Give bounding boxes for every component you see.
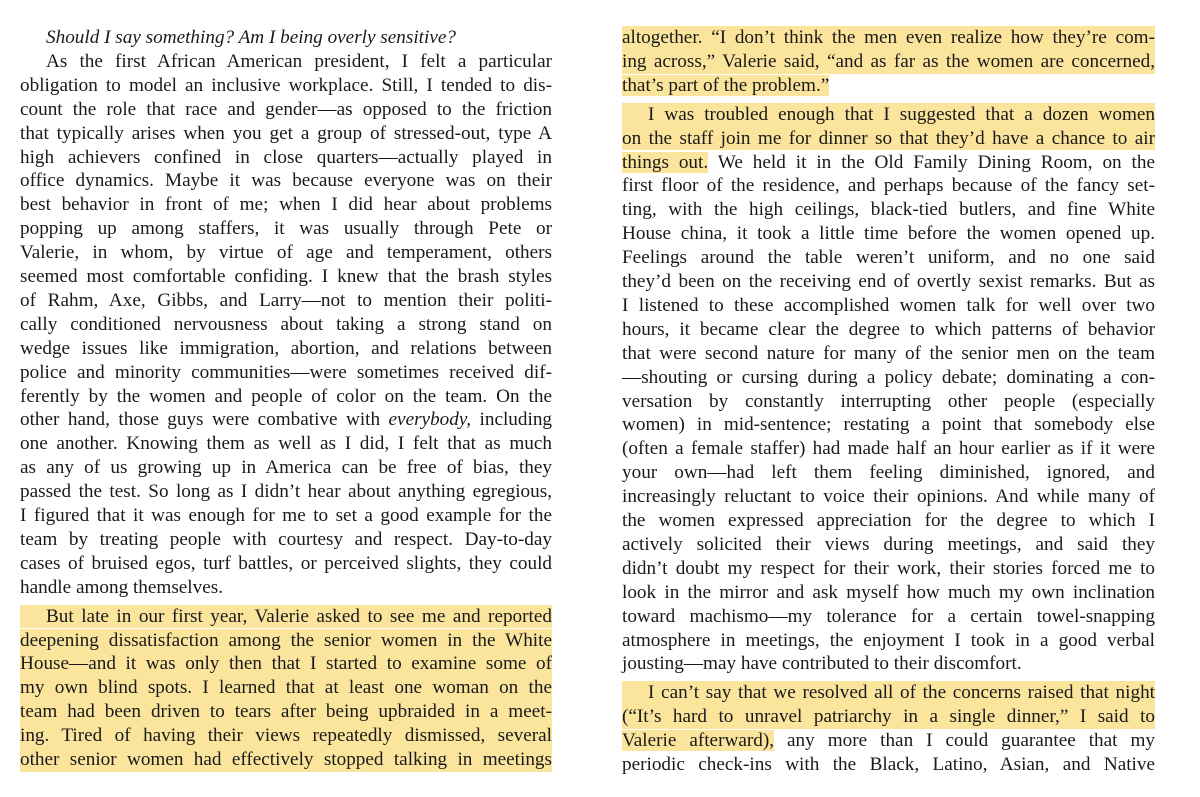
line-text: periodic check-ins with the Black, Latino, Asian, and Native xyxy=(622,754,1155,775)
text-line xyxy=(622,222,1155,246)
line-text: team by treating people with courtesy and respect. Day-to-day xyxy=(20,528,552,550)
line-text: toward machismo—my tolerance for a certain towel-snapping xyxy=(622,605,1155,627)
line-text: atmosphere in meetings, the enjoyment I took in a good verbal xyxy=(622,629,1155,651)
text-line xyxy=(622,390,1155,414)
text-line xyxy=(20,652,552,676)
text-line xyxy=(622,533,1155,557)
highlighted-text: ing. Tired of having their views repeatedly dismissed, several xyxy=(20,725,552,747)
text-line xyxy=(622,294,1155,318)
line-text: your own—had left them feeling diminished, ignored, and xyxy=(622,462,1155,484)
text-line xyxy=(622,581,1155,605)
highlighted-text: ing across,” Valerie said, “and as far as the women are concerned, xyxy=(622,50,1155,72)
text-line xyxy=(622,366,1155,390)
line-text: office dynamics. Maybe it was because everyone was on their xyxy=(20,170,552,192)
line-text: Feelings around the table weren’t uniform, and no one said xyxy=(622,247,1155,269)
text-line xyxy=(622,198,1155,222)
text-line xyxy=(622,605,1155,629)
text-line xyxy=(20,385,552,409)
text-line xyxy=(622,74,1155,98)
text-line xyxy=(20,241,552,265)
line-text: I figured that it was enough for me to set a good example for the xyxy=(20,505,552,526)
highlighted-text: I can’t say that we resolved all of the concerns raised that night xyxy=(648,682,1155,704)
line-text: they’d been on the receiving end of overtly sexist remarks. But as xyxy=(622,271,1155,292)
line-text: count the role that race and gender—as opposed to the friction xyxy=(20,98,552,120)
text-line xyxy=(20,122,552,146)
text-line xyxy=(20,629,552,653)
line-text: the women expressed appreciation for the degree to which I xyxy=(622,510,1155,531)
text-line xyxy=(622,50,1155,74)
highlighted-text: my own blind spots. I learned that at least one woman on the xyxy=(20,677,552,699)
text-line xyxy=(20,724,552,748)
line-text: hours, it became clear the degree to which patterns of behavior xyxy=(622,318,1155,340)
text-line xyxy=(20,217,552,241)
text-line xyxy=(622,705,1155,729)
text-line xyxy=(622,461,1155,485)
line-text: one another. Knowing them as well as I did, I felt that as much xyxy=(20,433,552,455)
text-line xyxy=(622,151,1155,175)
line-text: I listened to these accomplished women talk for well over two xyxy=(622,294,1155,316)
line-text: House china, it took a little time before the women opened up. xyxy=(622,223,1155,245)
highlighted-text: House—and it was only then that I started to examine some of xyxy=(20,653,552,675)
text-line xyxy=(20,193,552,217)
text-line xyxy=(622,509,1155,533)
line-text: that were second nature for many of the senior men on the team xyxy=(622,342,1155,364)
line-text: increasingly reluctant to voice their opinions. And while many of xyxy=(622,486,1155,508)
line-text: as any of us growing up in America can be free of bias, they xyxy=(20,457,552,479)
line-text: actively solicited their views during meetings, and said they xyxy=(622,533,1155,555)
line-text: first floor of the residence, and perhaps because of the fancy set- xyxy=(622,175,1155,197)
text-line xyxy=(20,265,552,289)
text-line xyxy=(622,127,1155,151)
text-line xyxy=(622,557,1155,581)
text-line xyxy=(20,408,552,432)
line-text: including xyxy=(471,409,553,431)
highlighted-text: But late in our first year, Valerie asked to see me and reported xyxy=(46,605,552,627)
line-text: high achievers confined in close quarters—actually played in xyxy=(20,146,552,168)
highlighted-text: team had been driven to tears after being upbraided in a meet- xyxy=(20,701,552,723)
line-text-italic: everybody, xyxy=(388,409,472,431)
text-line xyxy=(20,700,552,724)
highlighted-text: deepening dissatisfaction among the senior women in the White xyxy=(20,629,552,651)
text-line xyxy=(20,605,552,629)
line-text: handle among themselves. xyxy=(20,576,224,598)
right-page xyxy=(622,0,1155,797)
line-text: cases of bruised egos, turf battles, or perceived slights, they could xyxy=(20,552,552,574)
text-line xyxy=(20,337,552,361)
text-line xyxy=(20,676,552,700)
text-line xyxy=(622,437,1155,461)
line-text: passed the test. So long as I didn’t hear about anything egregious, xyxy=(20,481,552,503)
text-line xyxy=(622,174,1155,198)
line-text: cally conditioned nervousness about taking a strong stand on xyxy=(20,313,552,335)
line-text: seemed most comfortable confiding. I knew that the brash styles xyxy=(20,266,552,287)
text-line xyxy=(622,318,1155,342)
text-line xyxy=(622,729,1155,753)
text-line xyxy=(622,103,1155,127)
highlighted-text: on the staff join me for dinner so that they’d have a chance to air xyxy=(622,127,1155,149)
text-line xyxy=(20,74,552,98)
highlighted-text: other senior women had effectively stopped talking in meetings xyxy=(20,749,552,770)
text-line xyxy=(20,26,552,50)
text-line xyxy=(622,342,1155,366)
line-text: Should I say something? Am I being overly sensitive? xyxy=(46,27,456,48)
line-text: jousting—may have contributed to their discomfort. xyxy=(622,653,1022,675)
line-text: police and minority communities—were sometimes received dif- xyxy=(20,361,552,383)
line-text: —shouting or cursing during a policy debate; dominating a con- xyxy=(622,366,1155,388)
text-line xyxy=(622,413,1155,437)
line-text: other hand, those guys were combative with xyxy=(20,409,389,431)
highlighted-text: that’s part of the problem.” xyxy=(622,74,830,96)
highlighted-text: things out. xyxy=(622,151,709,173)
text-line xyxy=(622,246,1155,270)
line-text: As the first African American president, I felt a particular xyxy=(46,50,552,72)
left-page xyxy=(20,0,552,797)
line-text: didn’t doubt my respect for their work, their stories forced me to xyxy=(622,557,1155,579)
text-line xyxy=(20,528,552,552)
line-text: women) in mid-sentence; restating a point that somebody else xyxy=(622,414,1155,436)
text-line xyxy=(622,629,1155,653)
line-text: ting, with the high ceilings, black-tied butlers, and fine White xyxy=(622,199,1155,221)
text-line xyxy=(20,98,552,122)
text-line xyxy=(622,652,1155,676)
text-line xyxy=(20,576,552,600)
text-line xyxy=(20,169,552,193)
text-line xyxy=(20,552,552,576)
text-line xyxy=(20,361,552,385)
text-line xyxy=(20,456,552,480)
text-line xyxy=(20,432,552,456)
line-text: popping up among staffers, it was usually through Pete or xyxy=(20,218,552,240)
line-text: of Rahm, Axe, Gibbs, and Larry—not to mention their politi- xyxy=(20,289,552,311)
text-line xyxy=(20,146,552,170)
highlighted-text: (“It’s hard to unravel patriarchy in a single dinner,” I said to xyxy=(622,706,1155,728)
text-line xyxy=(20,504,552,528)
line-text: look in the mirror and ask myself how much my own inclination xyxy=(622,581,1155,603)
line-text: Valerie, in whom, by virtue of age and temperament, others xyxy=(20,242,552,264)
text-line xyxy=(622,681,1155,705)
text-line xyxy=(622,26,1155,50)
text-line xyxy=(622,270,1155,294)
highlighted-text: Valerie afterward), xyxy=(622,730,775,752)
line-text: wedge issues like immigration, abortion, and relations between xyxy=(20,337,552,359)
line-text: best behavior in front of me; when I did hear about problems xyxy=(20,194,552,216)
highlighted-text: I was troubled enough that I suggested that a dozen women xyxy=(648,103,1155,125)
text-line xyxy=(20,50,552,74)
line-text: (often a female staffer) had made half an hour earlier as if it were xyxy=(622,438,1155,460)
line-text: that typically arises when you get a group of stressed-out, type A xyxy=(20,122,552,144)
line-text: versation by constantly interrupting other people (especially xyxy=(622,390,1155,412)
text-line xyxy=(622,753,1155,777)
text-line xyxy=(20,748,552,772)
highlighted-text: altogether. “I don’t think the men even realize how they’re com- xyxy=(622,27,1155,48)
text-line xyxy=(20,480,552,504)
line-text: any more than I could guarantee that my xyxy=(774,730,1155,752)
line-text: We held it in the Old Family Dining Room, on the xyxy=(708,151,1156,173)
text-line xyxy=(622,485,1155,509)
line-text: ferently by the women and people of color on the team. On the xyxy=(20,385,552,407)
line-text: obligation to model an inclusive workplace. Still, I tended to dis- xyxy=(20,74,552,96)
text-line xyxy=(20,313,552,337)
text-line xyxy=(20,289,552,313)
